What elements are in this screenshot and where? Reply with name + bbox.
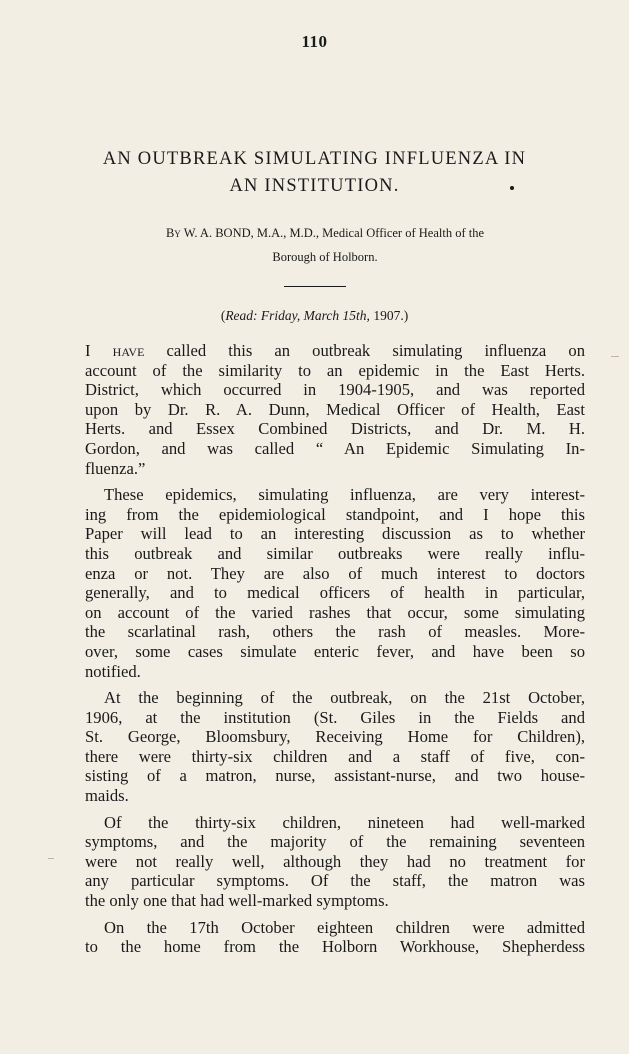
paragraph-2-line: the scarlatinal rash, others the rash of measles. More-: [85, 622, 585, 642]
byline-author: W. A. BOND, M.A., M.D., Medical Officer of Health of the: [183, 226, 485, 240]
author-byline: [90, 221, 560, 269]
paragraph-1-line: upon by Dr. R. A. Dunn, Medical Officer of Health, East: [85, 399, 585, 419]
paragraph-3-line: there were thirty-six children and a staff of five, con-: [85, 746, 585, 766]
paragraph-3-line: St. George, Bloomsbury, Receiving Home for Children),: [85, 727, 585, 747]
page-number: 110: [301, 32, 328, 51]
read-date: Friday, March: [260, 308, 340, 323]
paragraph-2-line: ing from the epidemiological standpoint, and I hope this: [85, 504, 585, 524]
paragraph-2-line: enza or not. They are also of much interest to doctors: [85, 563, 585, 583]
separator-rule: [284, 286, 346, 287]
paragraph-4-line: the only one that had well-marked symptoms.: [85, 891, 389, 911]
read-open: (: [220, 308, 226, 323]
paragraph-1-line: District, which occurred in 1904-1905, and was reported: [85, 380, 585, 400]
scan-speck: [510, 186, 514, 190]
scan-speck: [611, 356, 619, 357]
paragraph-1-line-1: [85, 341, 585, 361]
paragraph-1-line: Gordon, and was called “ An Epidemic Simulating In-: [85, 438, 585, 458]
article-body: [85, 341, 585, 957]
paragraph-1-line: Herts. and Essex Combined Districts, and Dr. M. H.: [85, 419, 585, 439]
paragraph-1-line: account of the similarity to an epidemic in the East Herts.: [85, 360, 585, 380]
paragraph-4-line: any particular symptoms. Of the staff, the matron was: [85, 871, 585, 891]
scan-speck: [48, 858, 54, 859]
paragraph-2-line: These epidemics, simulating influenza, are very interest-: [104, 485, 585, 505]
title-line-1: AN OUTBREAK SIMULATING INFLUENZA IN: [102, 149, 527, 169]
paragraph-5-line: to the home from the Holborn Workhouse, Shepherdess: [85, 937, 585, 957]
paragraph-4-line: symptoms, and the majority of the remaining seventeen: [85, 832, 585, 852]
paragraph-2-line: generally, and to medical officers of health in particular,: [85, 583, 585, 603]
byline-borough: Borough of Holborn.: [272, 250, 378, 264]
paragraph-2-line: on account of the varied rashes that occur, some simulating: [85, 602, 585, 622]
title-line-2: AN INSTITUTION.: [229, 176, 400, 196]
byline-by: By: [165, 226, 181, 240]
paragraph-1-line: fluenza.”: [85, 458, 146, 478]
paragraph-2-line: this outbreak and similar outbreaks were really influ-: [85, 543, 585, 563]
byline-line-1: [90, 221, 560, 245]
paragraph-2-line: over, some cases simulate enteric fever, and have been so: [85, 641, 585, 661]
article-title: [60, 146, 569, 200]
paragraph-1-line-1-text: called this an outbreak simulating influenza on: [144, 341, 585, 360]
paragraph-2-line: Paper will lead to an interesting discussion as to whether: [85, 524, 585, 544]
read-year: 1907.): [373, 308, 409, 323]
read-day: 15th,: [342, 308, 370, 323]
paragraph-5-line: On the 17th October eighteen children were admitted: [104, 917, 585, 937]
paragraph-2-line: notified.: [85, 661, 141, 681]
paragraph-3-line: sisting of a matron, nurse, assistant-nurse, and two house-: [85, 766, 585, 786]
paragraph-4-line: Of the thirty-six children, nineteen had well-marked: [104, 812, 585, 832]
read-label: Read:: [225, 308, 258, 323]
paragraph-3-line: At the beginning of the outbreak, on the 21st October,: [104, 688, 585, 708]
paragraph-4-line: were not really well, although they had no treatment for: [85, 851, 585, 871]
paragraph-1-first-word: I have: [85, 341, 145, 360]
read-date-note: [0, 308, 629, 324]
paragraph-3-line: maids.: [85, 786, 129, 806]
paragraph-3-line: 1906, at the institution (St. Giles in the Fields and: [85, 707, 585, 727]
